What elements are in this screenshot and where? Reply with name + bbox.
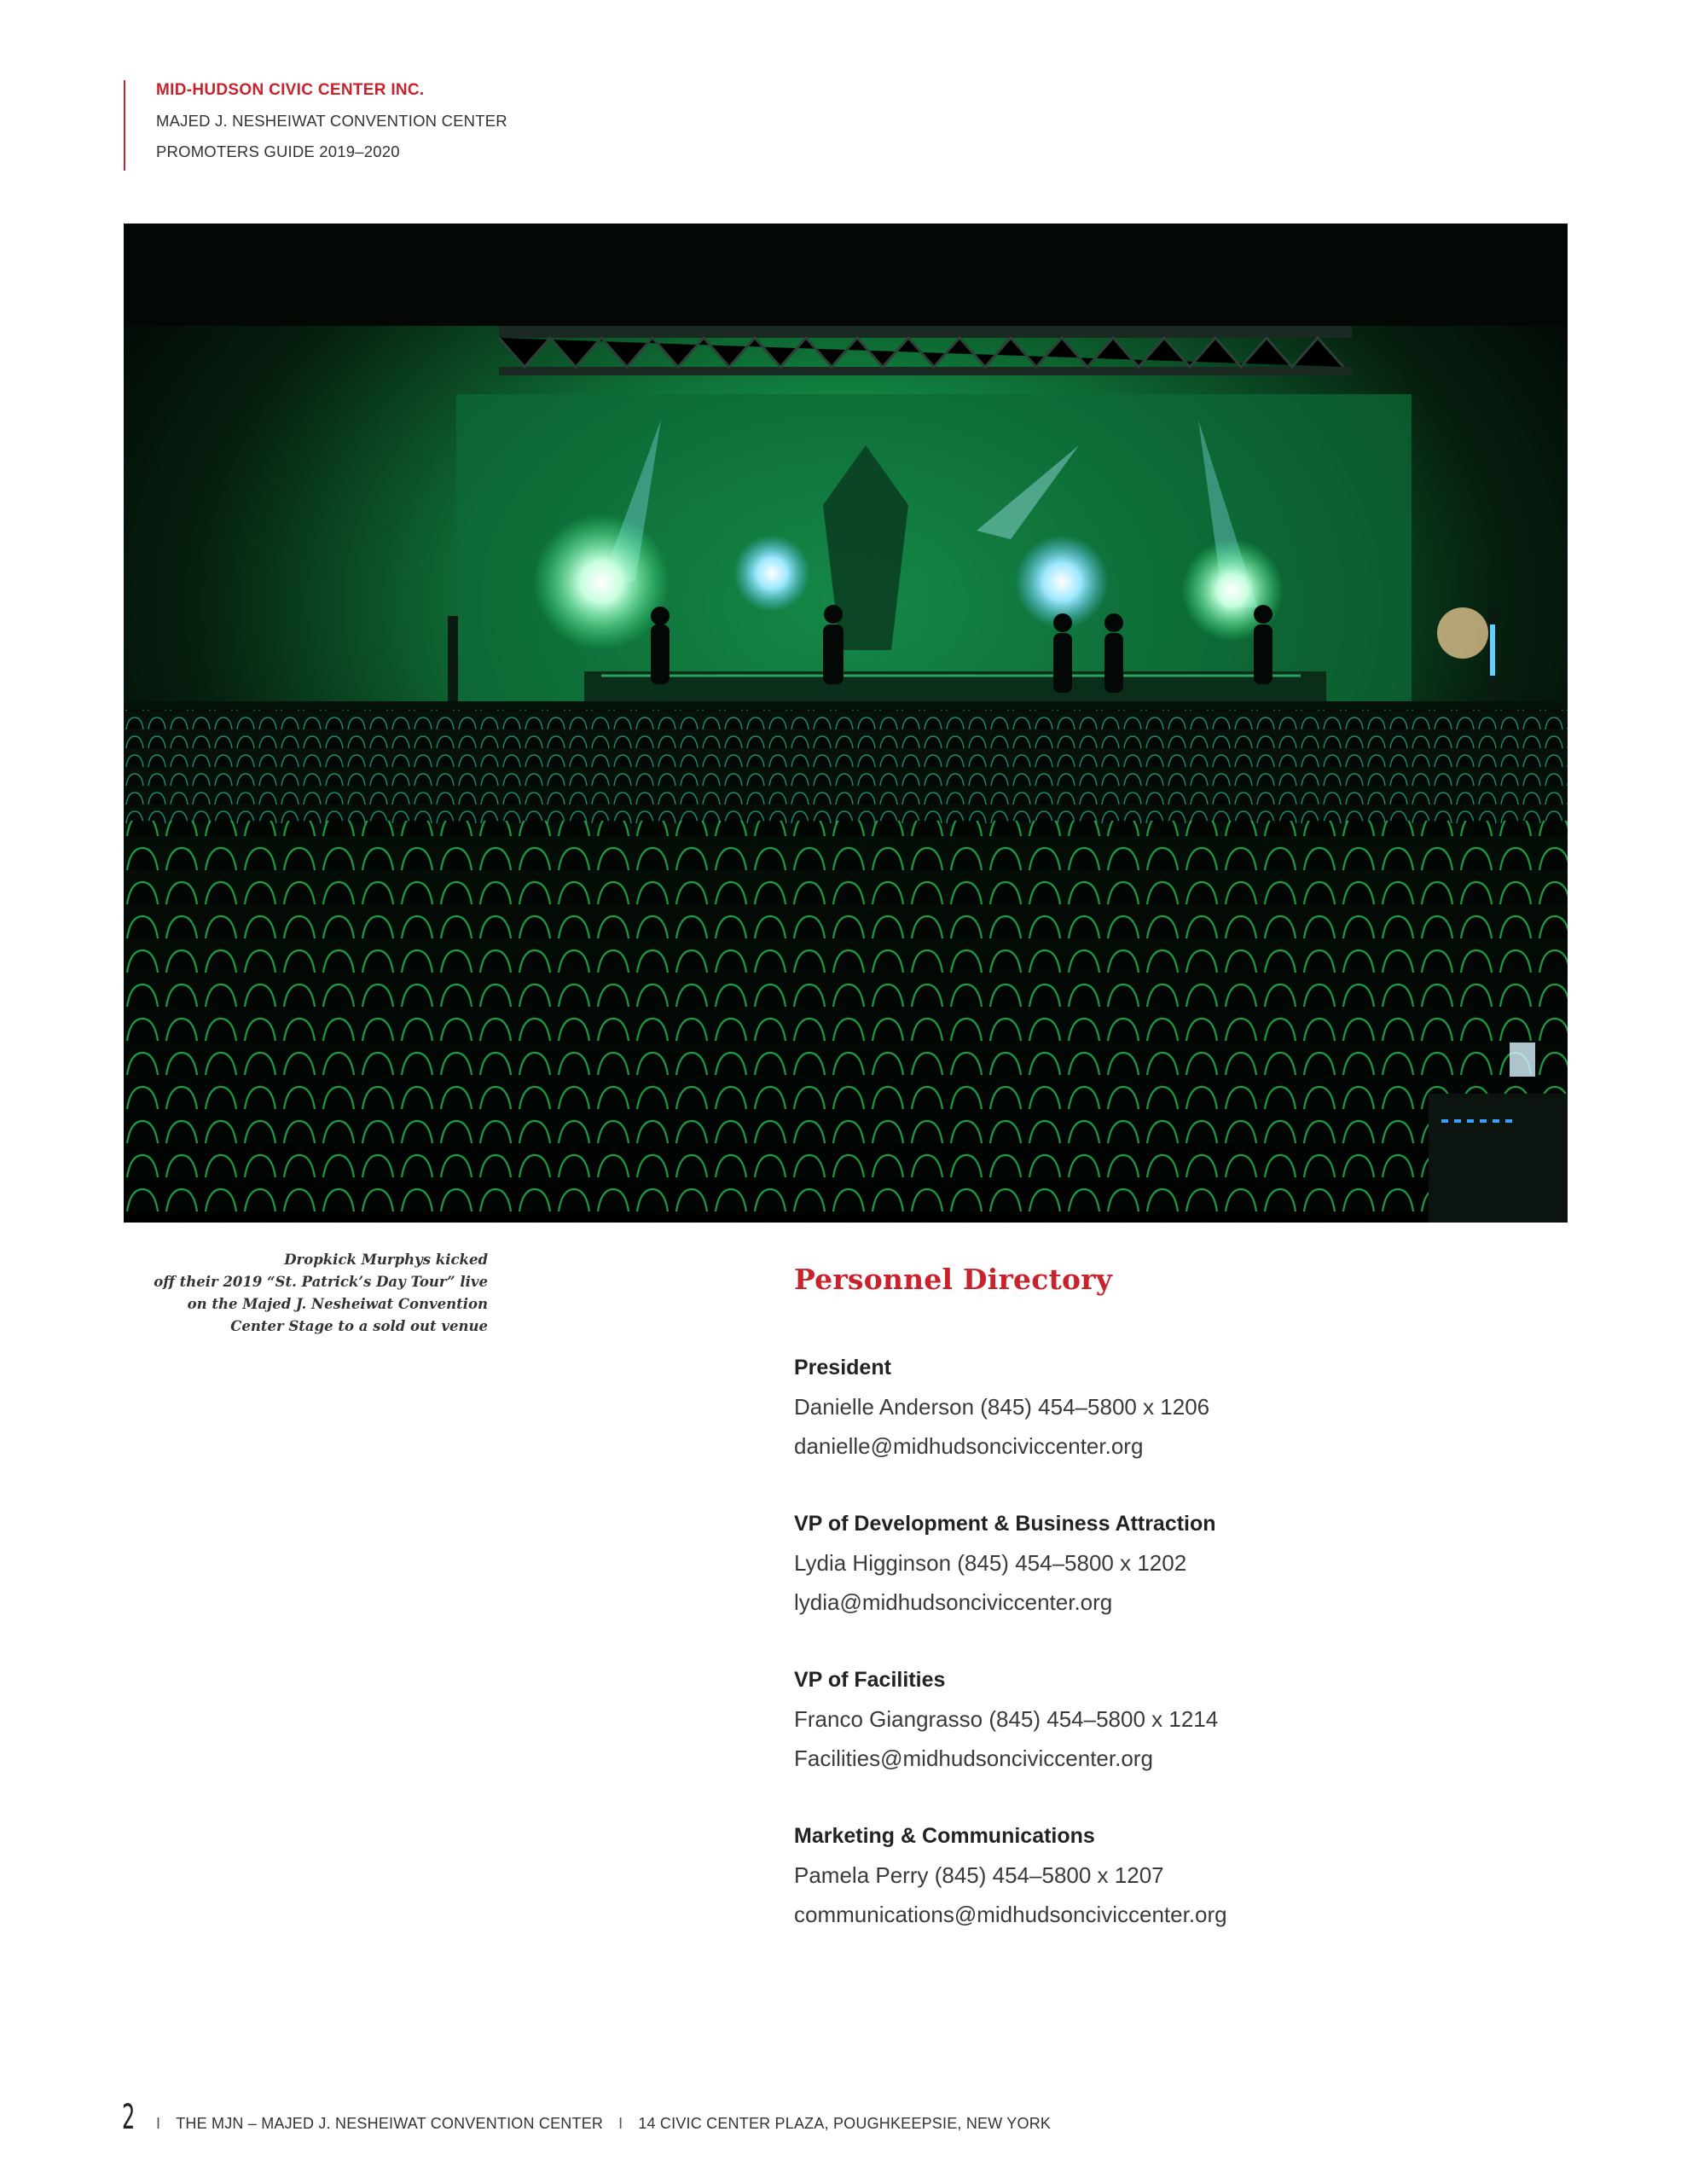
entry-contact: Franco Giangrasso (845) 454–5800 x 1214: [794, 1706, 1219, 1732]
entry-email-link[interactable]: Facilities@midhudsonciviccenter.org: [794, 1745, 1153, 1771]
caption-line: on the Majed J. Nesheiwat Convention: [187, 1296, 488, 1312]
page-number: 2: [122, 2098, 136, 2137]
organization-name: MID-HUDSON CIVIC CENTER INC.: [156, 81, 425, 99]
concert-photo: [124, 224, 1568, 1223]
entry-contact: Danielle Anderson (845) 454–5800 x 1206: [794, 1394, 1210, 1420]
footer-address: 14 CIVIC CENTER PLAZA, POUGHKEEPSIE, NEW YORK: [638, 2115, 1052, 2132]
entry-role: VP of Facilities: [794, 1668, 946, 1692]
venue-name: MAJED J. NESHEIWAT CONVENTION CENTER: [156, 112, 507, 130]
footer-separator: I: [618, 2115, 623, 2132]
directory-entry: [794, 1663, 1493, 1779]
caption-line: Dropkick Murphys kicked: [284, 1252, 488, 1268]
directory-entry: [794, 1819, 1493, 1935]
entry-email-link[interactable]: danielle@midhudsonciviccenter.org: [794, 1433, 1144, 1459]
caption-line: Center Stage to a sold out venue: [230, 1318, 488, 1334]
personnel-directory: [794, 1256, 1493, 1975]
entry-contact: Lydia Higginson (845) 454–5800 x 1202: [794, 1550, 1187, 1576]
entry-role: Marketing & Communications: [794, 1824, 1095, 1848]
entry-contact: Pamela Perry (845) 454–5800 x 1207: [794, 1862, 1164, 1888]
page-footer: [122, 2100, 1051, 2135]
footer-venue: THE MJN – MAJED J. NESHEIWAT CONVENTION CENTER: [176, 2115, 604, 2132]
entry-role: President: [794, 1356, 891, 1380]
directory-entry: [794, 1350, 1493, 1467]
entry-role: VP of Development & Business Attraction: [794, 1512, 1216, 1536]
entry-email-link[interactable]: lydia@midhudsonciviccenter.org: [794, 1589, 1113, 1615]
guide-title: PROMOTERS GUIDE 2019–2020: [156, 142, 400, 160]
photo-caption: [136, 1249, 488, 1338]
directory-entry: [794, 1507, 1493, 1623]
directory-title: Personnel Directory: [794, 1263, 1113, 1296]
concert-stage-crowd-image: [124, 224, 1568, 1223]
footer-separator: I: [156, 2115, 161, 2132]
caption-line: off their 2019 “St. Patrick’s Day Tour” live: [154, 1274, 488, 1290]
document-header: [124, 80, 507, 171]
entry-email-link[interactable]: communications@midhudsonciviccenter.org: [794, 1902, 1227, 1927]
